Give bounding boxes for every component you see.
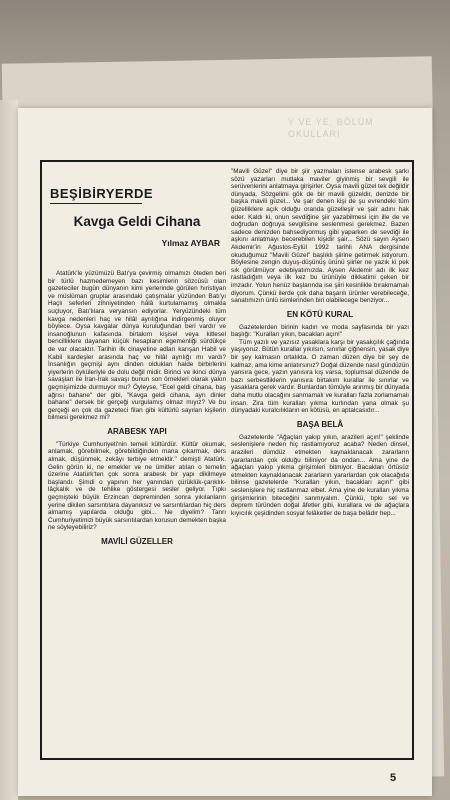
mavili-paragraph: "Mavili Güzel" diye bir şiir yazmaları istense arabesk şarkı sözü yazarları mutlaka maviler giyinmiş bir sevgili ile serüvenlerini anlatmaya girişirler. Oysa mavili güzel tek değildir dünyada. Sözgelimi gök de bir mavili güzeldir, denizde bir başka mavili güzel... Ve şair denen kişi de şu evrendeki tüm güzelliklere açık olduğu oranda güzelleşir ve şair adını hak eder. Kaldı ki, onun sevdiğine şiir yazabilmesi için ille de ve doğrudan doğruya sevgilisine seslenmesi gerekmez. Bazen sadece denizden bahsediyormuş gibi yaparken de sevdiği ile aşkını anlatmayı becerebilen kişidir şair... Sözü sayın Aysen Akdemir'in Ağustos-Eylül 1992 tarihli ANA dergisinde okuduğumuz "Mavili Güzel" başlıklı şiirine getirmek istiyorum. Böylesine zengin duyuş-düşünüş ürünü şiirler ne yazık ki pek sık görülmüyor edebiyatımızda. Aysen Akdemir adı ilk kez rastladığım veya ilk kez bu ürünüyle dikkatimi çeken bir imzadır. Yolun henüz başlarında ise şiiri kesinlikle bırakmamalı diyorum. Çünkü ilerde çok daha başarılı ürünler verebileceğe, sanatımızın ünlü isimlerinden biri olabilecege benziyor...: [231, 168, 409, 305]
section-heading-arabesk: ARABESK YAPI: [107, 426, 167, 436]
page-number: 5: [390, 772, 397, 784]
column-heading: BEŞİBİRYERDE: [50, 186, 142, 204]
right-column: [231, 168, 409, 517]
bleed-through-text: Y VE YE, BÖLÜM OKULLARI: [288, 117, 374, 139]
author-name: Yılmaz AYBAR: [161, 238, 220, 248]
section-heading-bela: BAŞA BELÂ: [296, 419, 344, 429]
binding-edge: [0, 100, 18, 800]
kural-paragraph-2: Tüm yazılı ve yazısız yasaklara karşı bir yasakçılık çağında yaşıyoruz. Bütün kurallar yıkılsın, sınırlar çiğnensin, yasak diye bir şey kalmasın ortalıkta. O zaman düzen diye bir şey de kalmaz, ama kime anlatırsınız? Doğal düzende nasıl gündüzün yansıra gece, yazın yanısıra kış varsa, toplumsal düzende de bazı serbestliklerin yanısıra birtakım kurallar ile sınırlar ve yasaklara gerek vardır. Bunlardan tümüyle arınmış bir dünyada daha mutlu olacağını sanmamalı ve kuralları fazla zorlamamalı insan. Zira tüm kuralları yıkma kurlından yana olmak şu dünyadaki kuralcılıkların en kötüsü, en aptalcasıdır...: [231, 338, 409, 415]
section-heading-kural: EN KÖTÜ KURAL: [286, 309, 354, 319]
kural-paragraph-1: Gazetelerden birinin kadın ve moda sayfasında bir yazı başlığı: "Kuralları yıkın, bacakları açın!": [231, 323, 409, 339]
left-column: [48, 168, 226, 551]
article-title: Kavga Geldi Cihana: [73, 214, 201, 229]
arabesk-paragraph: "Türkiye Cumhuriyeti'nin temeli kültürdür. Kültür okumak, anlamak, görebilmek, görebildiğinden mana çıkarmak, ders almak, düşünmek, zekâyı terbiye etmektir." demişti Atatürk. Gelin görün ki, ne emekler ve ne ümitler atılan o temelin üzerine Atatürk'ten çok sonra arabesk bir yapı dikilmeye başlandı. Şimdi o yapının her yanından çürüklük-çarıklık-lâçkalık ve de tehlike göstergesi sesler geliyor. Tıpkı geçmişteki büyük Erzincan depreminden sonra yıkılanların yerine dikilen sarsıntılara dayanıksız ve sarsıntılardan hiç ders almamış yapılarda olduğu gibi... Ne diyelim? Tanrı Cumhuriyetimizi büyük sarsıntılardan korusun demekten başka ne söyleyebiliriz?: [48, 440, 226, 532]
article-frame: [40, 160, 414, 760]
intro-paragraph: Atatürk'le yüzümüzü Batı'ya çevirmiş olmamızı öteden beri bir türlü hazmedemeyen bazı kesimlerin sözcüsü olan gazeteciler bugün dünyanın kimi yerlerinde görülen hıristiyan ve müslüman gruplar arasındaki çatışmalar yüzünden Batı'yı Haçlı seferleri zihniyetinden hâlâ kurtulamamış olmakla suçluyor, Batı'lılara veryansın ediyorlar. Yeryüzündeki tüm kavga nedenleri haç ve hilâl ayrılığına indirgenmiş oluyor böylece. Oysa kavgalar dünya kuruluğundan beri vardır ve insanoğlunun kafasında birtakım kişisel veya kitlesel bencilliklere dayanan küçük hesapların egemenliği sürdükçe de var olacaktır. Tarihin ilk cinayetine adları karışan Habil ve Kabil kardeşler arasında haç ve hilâl ayrılığı mı vardı? İnsanlığın geçmişi aynı dinden oldukları halde birbirlerini yiyerlerin öyküleriyle de dolu değil midir. Birinci ve ikinci dünya savaşları ile İran-Irak savaşı bunun son örnekleri olarak yakın geçmişimizde durmuyor mu? Öyleyse, "Ecel geldi cihana, baş ağrısı bahane" der gibi, "Kavga geldi cihana, ayrı dinler bahane" dersek bir gerçeği vurgulamış olmaz mıyız? Ve bu gerçeği en çok da gazeteci filan gibi kültürlü sayılan kişilerin bilmesi gerekmez mi?: [48, 270, 226, 422]
magazine-page: [18, 108, 432, 796]
section-heading-mavili: MAVİLİ GÜZELLER: [101, 537, 173, 546]
bela-paragraph: Gazetelerde "Ağaçları yakıp yıkın, arazileri açın!" şeklinde seslenişlere neden hiç rastlamıyoruz acaba? Neden dinsel, arazileri dümdüz etmekten kaynaklanacak zararların yararlardan çok olduğu biliniyor da ondan... Ama yine de ağaçları yakıp yıkma girişimleri bitmiyor. Bacakları örtüsüz etmekten kaynaklanacak zararların yararlardan çok olacağıda bilinse gazetelerde "Kuralları yıkın, bacakları açın!" gibi seslenişlere hiç rastlanmaz elbet. Ama yine de kuralları yıkma girişimlerinin biteceğini sanmıyalım. Çünkü, tıpkı sel ve deprem türünden doğal âfetler gibi, kurallara ve de ağaçlara kıyıcılık çeşidinden sosyal felâketler de başa belâdır hep...: [231, 433, 409, 517]
